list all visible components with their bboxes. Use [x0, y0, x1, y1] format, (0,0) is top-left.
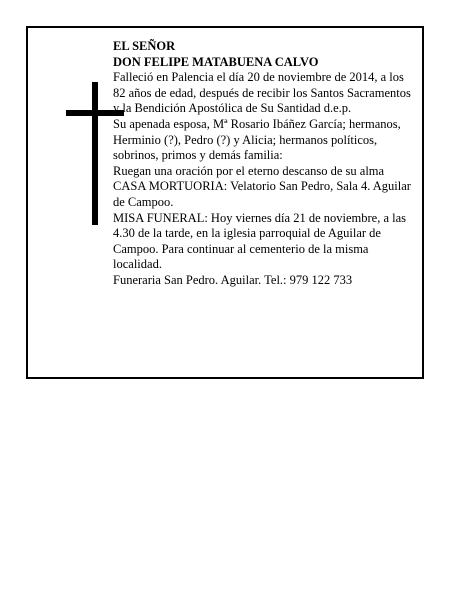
death-announcement: Falleció en Palencia el día 20 de noviembre de 2014, a los 82 años de edad, después de recibir los Santos Sacramentos y la Bendición Apostólica de Su Santidad d.e.p. [113, 70, 411, 116]
funeral-mass-details: MISA FUNERAL: Hoy viernes día 21 de noviembre, a las 4.30 de la tarde, en la iglesia parroquial de Aguilar de Campoo. Para continuar al cementerio de la misma localidad. [113, 210, 407, 272]
funeral-home-location: CASA MORTUORIA: Velatorio San Pedro, Sala 4. Aguilar de Campoo. [113, 179, 411, 209]
cross-icon-vertical-bar [92, 82, 98, 225]
notice-heading-title: EL SEÑOR [113, 39, 176, 53]
funeral-service-contact: Funeraria San Pedro. Aguilar. Tel.: 979 122 733 [113, 272, 353, 287]
prayer-request: Ruegan una oración por el eterno descanso de su alma [113, 163, 385, 178]
family-list: Su apenada esposa, Mª Rosario Ibáñez García; hermanos, Herminio (?), Pedro (?) y Alicia; hermanos políticos, sobrinos, primos y demás familia: [113, 116, 401, 163]
deceased-name: DON FELIPE MATABUENA CALVO [113, 54, 319, 69]
notice-text [113, 39, 419, 289]
